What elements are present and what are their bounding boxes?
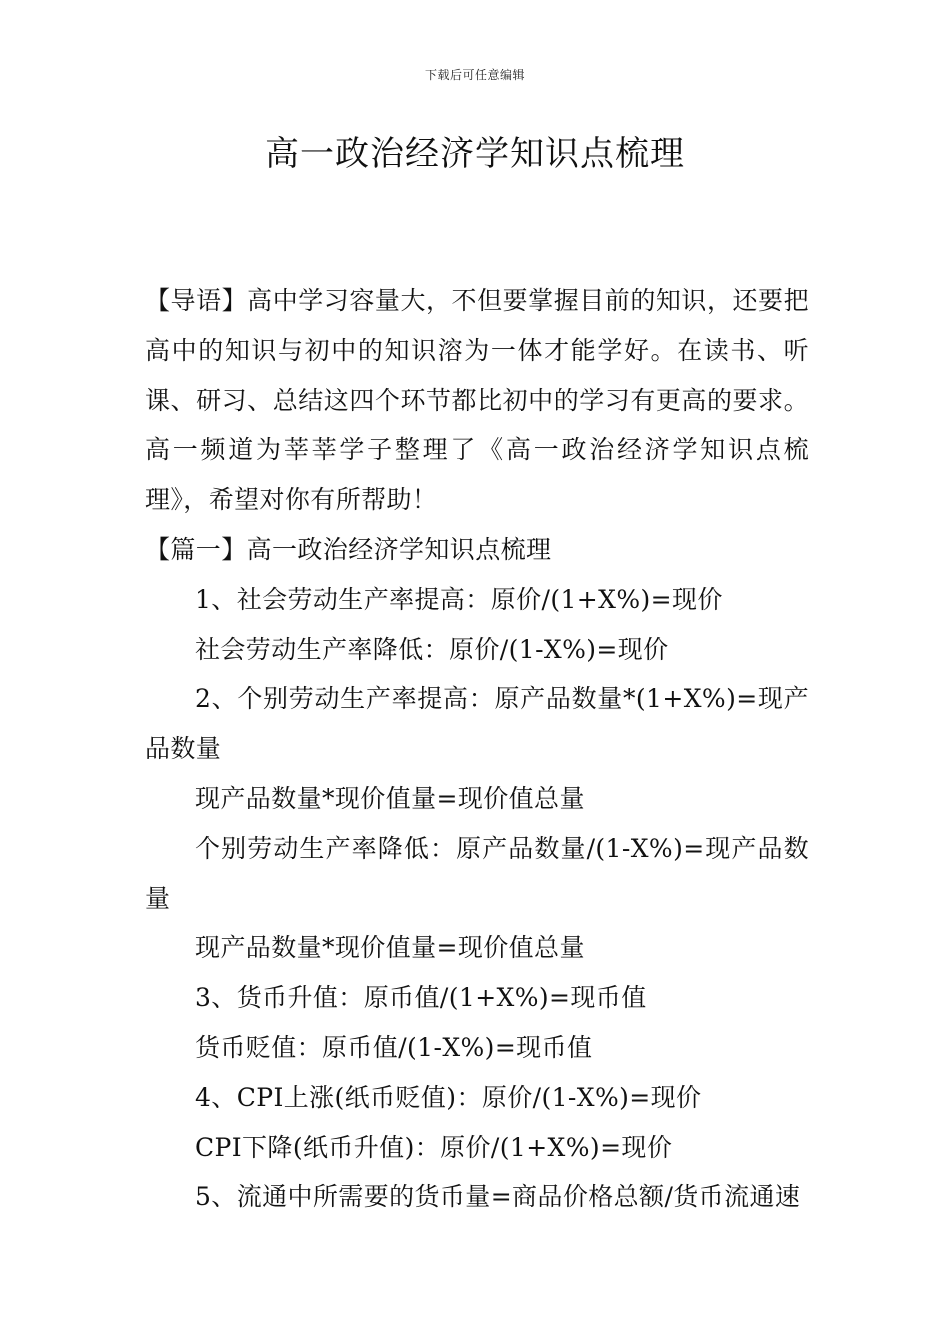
section-heading: 【篇一】高一政治经济学知识点梳理: [145, 534, 552, 564]
formula-line: 1、社会劳动生产率提高：原价/(1+X%)=现价: [195, 584, 723, 614]
formula-line: 3、货币升值：原币值/(1+X%)=现币值: [195, 983, 647, 1013]
formula-line: 货币贬值：原币值/(1-X%)=现币值: [195, 1032, 593, 1062]
document-title: 高一政治经济学知识点梳理: [265, 134, 685, 174]
intro-paragraph: 【导语】高中学习容量大，不但要掌握目前的知识，还要把高中的知识与初中的知识溶为一体才能学好。在读书、听课、研习、总结这四个环节都比初中的学习有更高的要求。高一频道为莘莘学子整理了《高一政治经济学知识点梳理》，希望对你有所帮助！: [145, 286, 809, 515]
document-body: [145, 276, 809, 1222]
formula-line: 5、流通中所需要的货币量=商品价格总额/货币流通速: [195, 1182, 801, 1212]
formula-line: CPI下降(纸币升值)：原价/(1+X%)=现价: [195, 1132, 673, 1162]
header-note: 下载后可任意编辑: [424, 68, 525, 82]
formula-line: 2、个别劳动生产率提高：原产品数量*(1+X%)=现产品数量: [145, 684, 809, 764]
formula-line: 个别劳动生产率降低：原产品数量/(1-X%)=现产品数量: [145, 833, 809, 913]
formula-line: 4、CPI上涨(纸币贬值)：原价/(1-X%)=现价: [195, 1082, 702, 1112]
formula-line: 现产品数量*现价值量=现价值总量: [195, 933, 585, 963]
formula-line: 现产品数量*现价值量=现价值总量: [195, 783, 585, 813]
formula-line: 社会劳动生产率降低：原价/(1-X%)=现价: [195, 634, 669, 664]
